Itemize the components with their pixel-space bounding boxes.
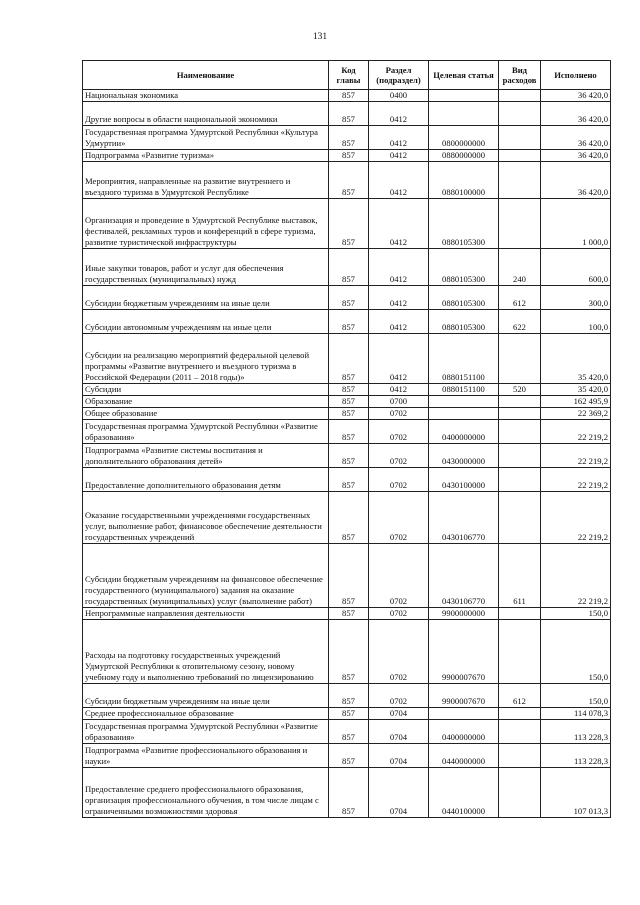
cell-section: 0702	[369, 544, 429, 608]
cell-target: 9900007670	[429, 620, 499, 684]
cell-code: 857	[329, 620, 369, 684]
cell-name: Субсидии на реализацию мероприятий федеральной целевой программы «Развитие внутреннего и въездного туризма в Российской Федерации (2011 – 2018 годы)»	[83, 334, 329, 384]
cell-code: 857	[329, 720, 369, 744]
cell-target: 0800000000	[429, 126, 499, 150]
cell-done: 150,0	[541, 608, 611, 620]
cell-name: Государственная программа Удмуртской Республики «Развитие образования»	[83, 720, 329, 744]
cell-target: 0880105300	[429, 249, 499, 286]
cell-target: 0430106770	[429, 492, 499, 544]
cell-section: 0412	[369, 384, 429, 396]
cell-code: 857	[329, 310, 369, 334]
cell-name: Организация и проведение в Удмуртской Республике выставок, фестивалей, рекламных туров и конференций в сфере туризма, развитие туристической инфраструктуры	[83, 199, 329, 249]
cell-code: 857	[329, 684, 369, 708]
cell-target: 0880151100	[429, 384, 499, 396]
cell-section: 0412	[369, 102, 429, 126]
cell-kind	[499, 396, 541, 408]
cell-kind	[499, 444, 541, 468]
cell-code: 857	[329, 249, 369, 286]
table-row	[83, 384, 611, 396]
cell-code: 857	[329, 544, 369, 608]
cell-done: 36 420,0	[541, 162, 611, 199]
table-row	[83, 334, 611, 384]
cell-kind	[499, 199, 541, 249]
column-header-name: Наименование	[83, 61, 329, 90]
cell-target: 0880100000	[429, 162, 499, 199]
cell-target	[429, 708, 499, 720]
cell-kind	[499, 468, 541, 492]
cell-code: 857	[329, 162, 369, 199]
cell-kind	[499, 620, 541, 684]
cell-kind	[499, 768, 541, 818]
cell-target: 0400000000	[429, 720, 499, 744]
cell-name: Образование	[83, 396, 329, 408]
table-row	[83, 768, 611, 818]
table-row	[83, 708, 611, 720]
table-row	[83, 150, 611, 162]
cell-name: Общее образование	[83, 408, 329, 420]
cell-section: 0702	[369, 444, 429, 468]
cell-done: 36 420,0	[541, 126, 611, 150]
cell-code: 857	[329, 286, 369, 310]
table-row	[83, 286, 611, 310]
cell-name: Субсидии бюджетным учреждениям на иные цели	[83, 684, 329, 708]
cell-target: 9900007670	[429, 684, 499, 708]
cell-done: 1 000,0	[541, 199, 611, 249]
cell-code: 857	[329, 384, 369, 396]
cell-done: 114 078,3	[541, 708, 611, 720]
cell-done: 107 013,3	[541, 768, 611, 818]
column-header-target: Целевая статья	[429, 61, 499, 90]
table-row	[83, 444, 611, 468]
table-row	[83, 102, 611, 126]
cell-name: Другие вопросы в области национальной экономики	[83, 102, 329, 126]
cell-target: 0880151100	[429, 334, 499, 384]
cell-section: 0704	[369, 720, 429, 744]
cell-section: 0702	[369, 608, 429, 620]
cell-section: 0700	[369, 396, 429, 408]
cell-section: 0412	[369, 334, 429, 384]
column-header-kind: Вид расходов	[499, 61, 541, 90]
cell-done: 113 228,3	[541, 744, 611, 768]
cell-done: 36 420,0	[541, 90, 611, 102]
cell-name: Подпрограмма «Развитие профессионального образования и науки»	[83, 744, 329, 768]
cell-done: 35 420,0	[541, 334, 611, 384]
cell-code: 857	[329, 468, 369, 492]
cell-name: Оказание государственными учреждениями государственных услуг, выполнение работ, финансовое обеспечение деятельности государственных учреждений	[83, 492, 329, 544]
cell-done: 22 369,2	[541, 408, 611, 420]
cell-done: 113 228,3	[541, 720, 611, 744]
table-row	[83, 408, 611, 420]
cell-target: 0880105300	[429, 286, 499, 310]
cell-section: 0412	[369, 249, 429, 286]
cell-kind	[499, 408, 541, 420]
cell-done: 36 420,0	[541, 150, 611, 162]
cell-done: 150,0	[541, 684, 611, 708]
cell-name: Среднее профессиональное образование	[83, 708, 329, 720]
cell-section: 0702	[369, 684, 429, 708]
cell-name: Национальная экономика	[83, 90, 329, 102]
cell-target: 0880105300	[429, 199, 499, 249]
cell-done: 600,0	[541, 249, 611, 286]
cell-target	[429, 90, 499, 102]
cell-name: Субсидии автономным учреждениям на иные цели	[83, 310, 329, 334]
cell-section: 0412	[369, 199, 429, 249]
table-row	[83, 468, 611, 492]
table-row	[83, 420, 611, 444]
cell-name: Государственная программа Удмуртской Республики «Культура Удмуртии»	[83, 126, 329, 150]
cell-done: 22 219,2	[541, 444, 611, 468]
cell-kind	[499, 608, 541, 620]
cell-code: 857	[329, 708, 369, 720]
cell-section: 0400	[369, 90, 429, 102]
cell-kind	[499, 492, 541, 544]
cell-code: 857	[329, 408, 369, 420]
cell-name: Субсидии бюджетным учреждениям на финансовое обеспечение государственного (муниципального) задания на оказание государственных (муниципальных) услуг (выполнение работ)	[83, 544, 329, 608]
cell-code: 857	[329, 334, 369, 384]
page-number: 131	[312, 32, 328, 42]
cell-section: 0702	[369, 420, 429, 444]
cell-section: 0412	[369, 162, 429, 199]
table-row	[83, 492, 611, 544]
cell-done: 22 219,2	[541, 420, 611, 444]
cell-code: 857	[329, 396, 369, 408]
cell-target: 0430000000	[429, 444, 499, 468]
cell-code: 857	[329, 126, 369, 150]
cell-done: 100,0	[541, 310, 611, 334]
table-row	[83, 544, 611, 608]
cell-kind	[499, 334, 541, 384]
cell-target: 0440000000	[429, 744, 499, 768]
table-row	[83, 90, 611, 102]
column-header-code: Код главы	[329, 61, 369, 90]
cell-target: 0430106770	[429, 544, 499, 608]
cell-done: 150,0	[541, 620, 611, 684]
cell-name: Подпрограмма «Развитие туризма»	[83, 150, 329, 162]
cell-section: 0702	[369, 468, 429, 492]
cell-code: 857	[329, 150, 369, 162]
cell-kind	[499, 102, 541, 126]
cell-done: 162 495,9	[541, 396, 611, 408]
cell-section: 0704	[369, 708, 429, 720]
cell-done: 22 219,2	[541, 544, 611, 608]
cell-name: Непрограммные направления деятельности	[83, 608, 329, 620]
table-row	[83, 162, 611, 199]
cell-kind	[499, 90, 541, 102]
cell-section: 0412	[369, 310, 429, 334]
budget-table	[82, 60, 611, 818]
cell-section: 0412	[369, 286, 429, 310]
cell-kind: 520	[499, 384, 541, 396]
table-row	[83, 744, 611, 768]
cell-done: 35 420,0	[541, 384, 611, 396]
cell-kind	[499, 420, 541, 444]
cell-code: 857	[329, 199, 369, 249]
cell-name: Предоставление среднего профессионального образования, организация профессионального обучения, в том числе лицам с ограниченными возможностями здоровья	[83, 768, 329, 818]
cell-kind: 612	[499, 684, 541, 708]
cell-target	[429, 408, 499, 420]
cell-done: 36 420,0	[541, 102, 611, 126]
table-row	[83, 249, 611, 286]
cell-target: 0400000000	[429, 420, 499, 444]
cell-kind: 612	[499, 286, 541, 310]
cell-target: 0430100000	[429, 468, 499, 492]
cell-name: Субсидии	[83, 384, 329, 396]
cell-kind: 240	[499, 249, 541, 286]
cell-code: 857	[329, 420, 369, 444]
cell-target: 9900000000	[429, 608, 499, 620]
table-row	[83, 126, 611, 150]
cell-done: 22 219,2	[541, 492, 611, 544]
cell-section: 0704	[369, 768, 429, 818]
cell-code: 857	[329, 102, 369, 126]
cell-section: 0412	[369, 150, 429, 162]
cell-kind	[499, 744, 541, 768]
cell-name: Государственная программа Удмуртской Республики «Развитие образования»	[83, 420, 329, 444]
cell-kind	[499, 720, 541, 744]
cell-kind: 622	[499, 310, 541, 334]
cell-name: Расходы на подготовку государственных учреждений Удмуртской Республики к отопительному сезону, новому учебному году и выполнению требований по лицензированию	[83, 620, 329, 684]
cell-code: 857	[329, 444, 369, 468]
cell-target: 0880000000	[429, 150, 499, 162]
table-header-row	[83, 61, 611, 90]
cell-kind	[499, 126, 541, 150]
cell-target: 0880105300	[429, 310, 499, 334]
cell-target	[429, 102, 499, 126]
cell-done: 22 219,2	[541, 468, 611, 492]
table-row	[83, 199, 611, 249]
table-row	[83, 720, 611, 744]
cell-code: 857	[329, 492, 369, 544]
cell-kind	[499, 708, 541, 720]
cell-target: 0440100000	[429, 768, 499, 818]
cell-section: 0702	[369, 408, 429, 420]
cell-done: 300,0	[541, 286, 611, 310]
table-row	[83, 396, 611, 408]
column-header-done: Исполнено	[541, 61, 611, 90]
cell-kind	[499, 150, 541, 162]
cell-name: Предоставление дополнительного образования детям	[83, 468, 329, 492]
cell-name: Субсидии бюджетным учреждениям на иные цели	[83, 286, 329, 310]
cell-name: Подпрограмма «Развитие системы воспитания и дополнительного образования детей»	[83, 444, 329, 468]
cell-name: Мероприятия, направленные на развитие внутреннего и въездного туризма в Удмуртской Республике	[83, 162, 329, 199]
cell-code: 857	[329, 768, 369, 818]
cell-name: Иные закупки товаров, работ и услуг для обеспечения государственных (муниципальных) нужд	[83, 249, 329, 286]
cell-code: 857	[329, 744, 369, 768]
table-row	[83, 620, 611, 684]
cell-target	[429, 396, 499, 408]
cell-kind	[499, 162, 541, 199]
table-row	[83, 310, 611, 334]
cell-section: 0702	[369, 492, 429, 544]
table-row	[83, 608, 611, 620]
cell-code: 857	[329, 90, 369, 102]
cell-kind: 611	[499, 544, 541, 608]
cell-section: 0704	[369, 744, 429, 768]
table-row	[83, 684, 611, 708]
cell-code: 857	[329, 608, 369, 620]
column-header-section: Раздел (подраздел)	[369, 61, 429, 90]
cell-section: 0702	[369, 620, 429, 684]
cell-section: 0412	[369, 126, 429, 150]
